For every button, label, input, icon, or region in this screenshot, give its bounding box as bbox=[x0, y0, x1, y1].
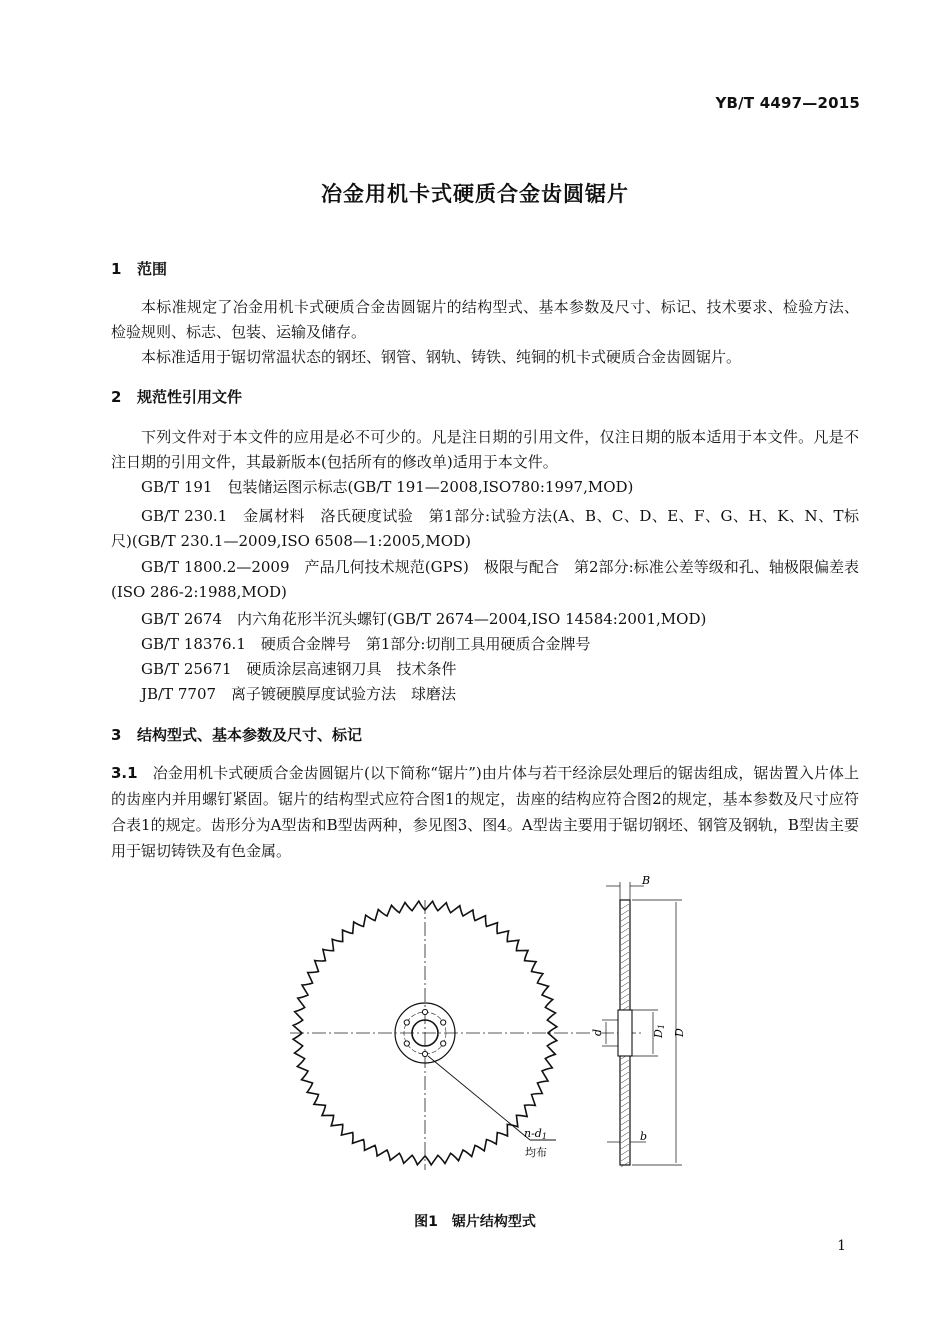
reference-item: GB/T 2674 内六角花形半沉头螺钉(GB/T 2674—2004,ISO 14584:2001,MOD) bbox=[141, 610, 707, 628]
paragraph: 本标准适用于锯切常温状态的钢坯、钢管、钢轨、铸铁、纯铜的机卡式硬质合金齿圆锯片。 bbox=[141, 348, 742, 366]
section-1-heading bbox=[111, 258, 167, 279]
bolt-hole bbox=[441, 1041, 446, 1046]
hatch-line bbox=[621, 1096, 629, 1101]
figure-caption: 图1 锯片结构型式 bbox=[414, 1214, 536, 1230]
section-3-heading bbox=[111, 724, 362, 745]
bolt-hole bbox=[422, 1051, 427, 1056]
hatch-line bbox=[621, 1078, 629, 1083]
hatch-line bbox=[621, 940, 629, 945]
hatch-line bbox=[621, 922, 629, 927]
bolt-hole bbox=[404, 1020, 409, 1025]
page-number: 1 bbox=[837, 1238, 846, 1254]
hatch-line bbox=[621, 1150, 629, 1155]
hatch-line bbox=[621, 916, 629, 921]
hatch-line bbox=[621, 994, 629, 999]
section-2-heading bbox=[111, 386, 242, 407]
hatch-line bbox=[621, 904, 629, 909]
label-n-d1: n-d1 bbox=[524, 1127, 547, 1141]
label-B: B bbox=[642, 874, 651, 887]
bolt-hole bbox=[404, 1041, 409, 1046]
hatch-line bbox=[621, 1090, 629, 1095]
paragraph: 本标准规定了冶金用机卡式硬质合金齿圆锯片的结构型式、基本参数及尺寸、标记、技术要求、检验方法、检验规则、标志、包装、运输及储存。 bbox=[111, 298, 859, 341]
hatch-line bbox=[621, 982, 629, 987]
hatch-line bbox=[621, 1000, 629, 1005]
section-title: 范围 bbox=[137, 260, 168, 278]
reference-item: GB/T 1800.2—2009 产品几何技术规范(GPS) 极限与配合 第2部分:标准公差等级和孔、轴极限偏差表(ISO 286-2:1988,MOD) bbox=[111, 558, 859, 601]
hatch-line bbox=[621, 1156, 629, 1161]
hatch-line bbox=[621, 1066, 629, 1071]
saw-blade-figure bbox=[270, 870, 710, 1205]
hatch-line bbox=[621, 964, 629, 969]
subsection-number: 3.1 bbox=[111, 764, 138, 782]
hatch-line bbox=[621, 1120, 629, 1125]
label-D1: D1 bbox=[652, 1024, 666, 1038]
hatch-line bbox=[621, 1060, 629, 1065]
bolt-hole bbox=[422, 1009, 427, 1014]
hatch-line bbox=[621, 988, 629, 993]
subsection-3-1 bbox=[111, 760, 859, 864]
hatch-line bbox=[621, 1084, 629, 1089]
standard-code: YB/T 4497—2015 bbox=[715, 94, 860, 112]
hatch-line bbox=[621, 1108, 629, 1113]
hatch-line bbox=[621, 1138, 629, 1143]
section-title: 结构型式、基本参数及尺寸、标记 bbox=[137, 726, 363, 744]
reference-item: GB/T 25671 硬质涂层高速钢刀具 技术条件 bbox=[141, 660, 457, 678]
label-d: d bbox=[591, 1028, 604, 1036]
reference-item: JB/T 7707 离子镀硬膜厚度试验方法 球磨法 bbox=[141, 685, 457, 703]
label-D: D bbox=[673, 1028, 686, 1037]
hatch-line bbox=[621, 1102, 629, 1107]
subsection-text bbox=[138, 764, 153, 782]
section-number: 1 bbox=[111, 260, 122, 278]
section-number: 2 bbox=[111, 388, 122, 406]
section-number: 3 bbox=[111, 726, 122, 744]
hatch-line bbox=[621, 958, 629, 963]
hatch-line bbox=[621, 1072, 629, 1077]
hatch-line bbox=[621, 952, 629, 957]
label-evenly-distributed: 均布 bbox=[525, 1146, 547, 1159]
hatch-line bbox=[621, 934, 629, 939]
hatch-line bbox=[621, 910, 629, 915]
bolt-hole bbox=[441, 1020, 446, 1025]
hatch-line bbox=[621, 928, 629, 933]
paragraph: 下列文件对于本文件的应用是必不可少的。凡是注日期的引用文件，仅注日期的版本适用于本文件。凡是不注日期的引用文件，其最新版本(包括所有的修改单)适用于本文件。 bbox=[111, 428, 859, 471]
hatch-line bbox=[621, 946, 629, 951]
hatch-line bbox=[621, 1132, 629, 1137]
hatch-line bbox=[621, 1144, 629, 1149]
subsection-text: 冶金用机卡式硬质合金齿圆锯片(以下简称“锯片”)由片体与若干经涂层处理后的锯齿组成，锯齿置入片体上的齿座内并用螺钉紧固。锯片的结构型式应符合图1的规定，齿座的结构应符合图2的规定，基本参数及尺寸应符合表1的规定。齿形分为A型齿和B型齿两种，参见图3、图4。A型齿主要用于锯切钢坯、钢管及钢轨，B型齿主要用于锯切铸铁及有色金属。 bbox=[111, 764, 859, 860]
hatch-line bbox=[621, 1126, 629, 1131]
label-b: b bbox=[640, 1130, 648, 1143]
reference-item: GB/T 191 包装储运图示标志(GB/T 191—2008,ISO780:1997,MOD) bbox=[141, 478, 634, 496]
reference-item: GB/T 18376.1 硬质合金牌号 第1部分:切削工具用硬质合金牌号 bbox=[141, 635, 591, 653]
section-title: 规范性引用文件 bbox=[137, 388, 243, 406]
hatch-line bbox=[621, 976, 629, 981]
side-section-view bbox=[591, 874, 686, 1167]
hatch-line bbox=[621, 970, 629, 975]
document-title: 冶金用机卡式硬质合金齿圆锯片 bbox=[321, 182, 629, 206]
reference-item: GB/T 230.1 金属材料 洛氏硬度试验 第1部分:试验方法(A、B、C、D、E、F、G、H、K、N、T标尺)(GB/T 230.1—2009,ISO 6508—1:2005,MOD) bbox=[111, 507, 859, 550]
hatch-line bbox=[621, 1114, 629, 1119]
